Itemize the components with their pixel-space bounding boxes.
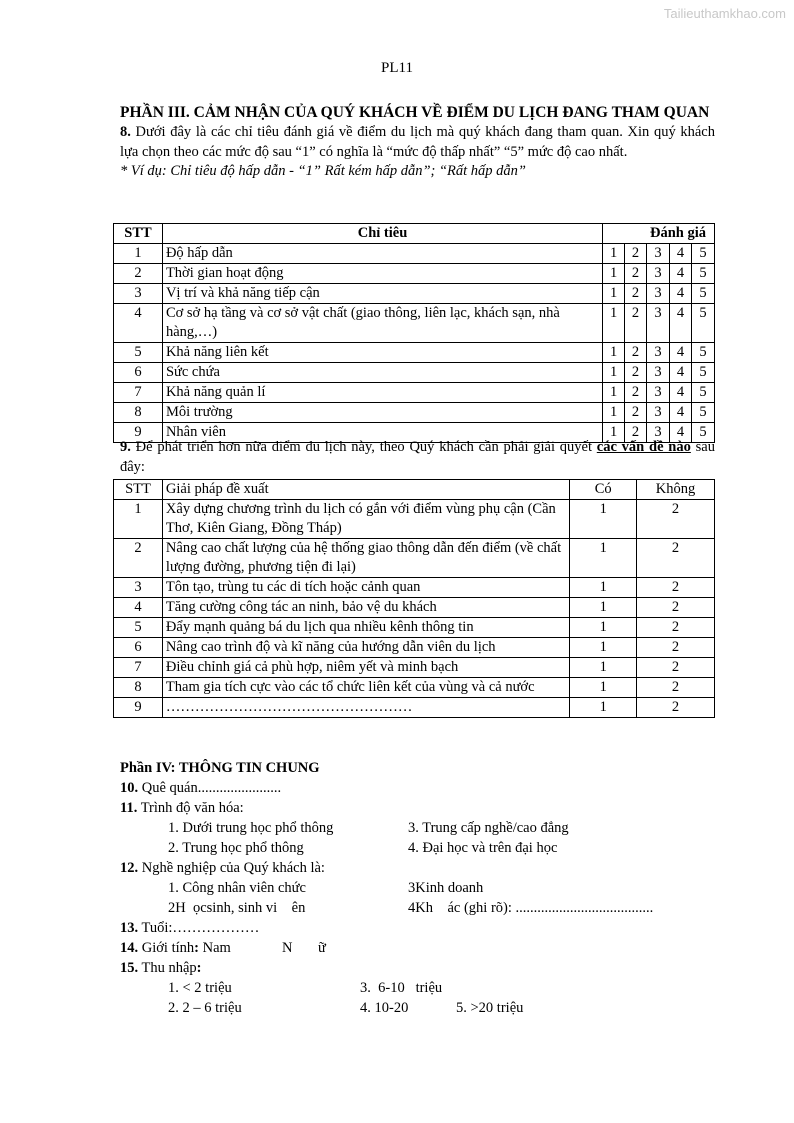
q11: 11. Trình độ văn hóa: bbox=[120, 800, 244, 816]
yes-option[interactable]: 1 bbox=[570, 638, 637, 658]
yes-option[interactable]: 1 bbox=[570, 698, 637, 718]
no-option[interactable]: 2 bbox=[637, 539, 715, 578]
row-stt: 5 bbox=[114, 618, 163, 638]
q15-option[interactable]: 2. 2 – 6 triệu bbox=[168, 1000, 242, 1016]
rating-option[interactable]: 1 bbox=[603, 383, 625, 403]
rating-option[interactable]: 5 bbox=[691, 383, 714, 403]
row-stt: 4 bbox=[114, 598, 163, 618]
rating-option[interactable]: 3 bbox=[647, 284, 670, 304]
part4-section bbox=[120, 758, 715, 1018]
rating-option[interactable]: 1 bbox=[603, 403, 625, 423]
row-solution: Tăng cường công tác an ninh, bảo vệ du khách bbox=[162, 598, 569, 618]
yes-option[interactable]: 1 bbox=[570, 658, 637, 678]
q11-option[interactable]: 3. Trung cấp nghề/cao đẳng bbox=[408, 820, 569, 836]
gender-male[interactable]: Nam bbox=[202, 940, 231, 956]
header-stt: STT bbox=[114, 224, 163, 244]
rating-option[interactable]: 3 bbox=[647, 363, 670, 383]
row-stt: 2 bbox=[114, 264, 163, 284]
header-solution: Giải pháp đề xuất bbox=[162, 480, 569, 500]
row-criteria: Độ hấp dẫn bbox=[162, 244, 602, 264]
page-label: PL11 bbox=[381, 60, 413, 76]
rating-option[interactable]: 4 bbox=[669, 264, 691, 284]
rating-option[interactable]: 5 bbox=[691, 304, 714, 343]
row-stt: 6 bbox=[114, 363, 163, 383]
rating-option[interactable]: 5 bbox=[691, 284, 714, 304]
row-stt: 9 bbox=[114, 423, 163, 443]
table-row bbox=[114, 343, 715, 363]
yes-option[interactable]: 1 bbox=[570, 539, 637, 578]
no-option[interactable]: 2 bbox=[637, 618, 715, 638]
rating-option[interactable]: 2 bbox=[625, 403, 647, 423]
q8-text: 8. Dưới đây là các chỉ tiêu đánh giá về điểm du lịch mà quý khách đang tham quan. Xin quý khách lựa chọn theo các mức độ sau “1” có nghĩa là “mức độ thấp nhất” “5” mức độ cao nhất. bbox=[120, 124, 715, 160]
rating-option[interactable]: 2 bbox=[625, 343, 647, 363]
q12-option[interactable]: 1. Công nhân viên chức bbox=[168, 880, 306, 896]
row-stt: 4 bbox=[114, 304, 163, 343]
no-option[interactable]: 2 bbox=[637, 638, 715, 658]
rating-option[interactable]: 5 bbox=[691, 343, 714, 363]
q10: 10. Quê quán....................... bbox=[120, 780, 282, 796]
table-row bbox=[114, 598, 715, 618]
rating-option[interactable]: 3 bbox=[647, 264, 670, 284]
table-row bbox=[114, 264, 715, 284]
table-row bbox=[114, 678, 715, 698]
rating-option[interactable]: 2 bbox=[625, 264, 647, 284]
row-criteria: Khả năng liên kết bbox=[162, 343, 602, 363]
no-option[interactable]: 2 bbox=[637, 578, 715, 598]
row-criteria: Sức chứa bbox=[162, 363, 602, 383]
rating-option[interactable]: 4 bbox=[669, 363, 691, 383]
no-option[interactable]: 2 bbox=[637, 500, 715, 539]
rating-option[interactable]: 4 bbox=[669, 304, 691, 343]
table-row bbox=[114, 658, 715, 678]
rating-option[interactable]: 5 bbox=[691, 363, 714, 383]
row-solution: Tôn tạo, trùng tu các di tích hoặc cảnh quan bbox=[162, 578, 569, 598]
part3-section bbox=[120, 102, 715, 182]
row-criteria: Khả năng quản lí bbox=[162, 383, 602, 403]
yes-option[interactable]: 1 bbox=[570, 578, 637, 598]
row-criteria: Vị trí và khả năng tiếp cận bbox=[162, 284, 602, 304]
no-option[interactable]: 2 bbox=[637, 598, 715, 618]
table-row bbox=[114, 500, 715, 539]
yes-option[interactable]: 1 bbox=[570, 618, 637, 638]
row-solution: Nâng cao chất lượng của hệ thống giao thông dẫn đến điểm (về chất lượng đường, phương tiện đi lại) bbox=[162, 539, 569, 578]
row-stt: 8 bbox=[114, 403, 163, 423]
q11-option[interactable]: 4. Đại học và trên đại học bbox=[408, 840, 558, 856]
header-rating: Đánh giá bbox=[603, 224, 715, 244]
gender-female[interactable]: N bbox=[282, 940, 293, 956]
row-solution: Tham gia tích cực vào các tổ chức liên kết của vùng và cả nước bbox=[162, 678, 569, 698]
rating-option[interactable]: 5 bbox=[691, 264, 714, 284]
row-stt: 3 bbox=[114, 578, 163, 598]
rating-option[interactable]: 4 bbox=[669, 423, 691, 443]
q15-option[interactable]: 1. < 2 triệu bbox=[168, 980, 232, 996]
rating-option[interactable]: 4 bbox=[669, 284, 691, 304]
rating-option[interactable]: 3 bbox=[647, 304, 670, 343]
row-criteria: Thời gian hoạt động bbox=[162, 264, 602, 284]
row-solution: Điều chỉnh giá cả phù hợp, niêm yết và minh bạch bbox=[162, 658, 569, 678]
row-stt: 3 bbox=[114, 284, 163, 304]
table-row bbox=[114, 304, 715, 343]
table-row bbox=[114, 363, 715, 383]
q14: 14. Giới tính: Nam N ữ bbox=[120, 940, 326, 956]
rating-option[interactable]: 2 bbox=[625, 304, 647, 343]
q11-option[interactable]: 2. Trung học phổ thông bbox=[168, 840, 304, 856]
row-criteria: Môi trường bbox=[162, 403, 602, 423]
part4-title: Phần IV: THÔNG TIN CHUNG bbox=[120, 760, 320, 776]
row-stt: 2 bbox=[114, 539, 163, 578]
row-solution: Xây dựng chương trình du lịch có gắn với điểm vùng phụ cận (Cần Thơ, Kiên Giang, Đồng Tháp) bbox=[162, 500, 569, 539]
table-row bbox=[114, 383, 715, 403]
table-row bbox=[114, 284, 715, 304]
solutions-table bbox=[113, 479, 715, 718]
row-stt: 8 bbox=[114, 678, 163, 698]
rating-table bbox=[113, 223, 715, 443]
rating-option[interactable]: 5 bbox=[691, 244, 714, 264]
rating-option[interactable]: 1 bbox=[603, 304, 625, 343]
yes-option[interactable]: 1 bbox=[570, 678, 637, 698]
q8-example: * Ví dụ: Chỉ tiêu độ hấp dẫn - “1” Rất kém hấp dẫn”; “Rất hấp dẫn” bbox=[120, 163, 526, 179]
q15-option[interactable]: 3. 6-10 triệu bbox=[360, 980, 443, 996]
part3-title: PHẦN III. CẢM NHẬN CỦA QUÝ KHÁCH VỀ ĐIỂM DU LỊCH ĐANG THAM QUAN bbox=[120, 104, 710, 121]
row-stt: 1 bbox=[114, 500, 163, 539]
table-header-row bbox=[114, 224, 715, 244]
rating-option[interactable]: 1 bbox=[603, 423, 625, 443]
rating-option[interactable]: 1 bbox=[603, 264, 625, 284]
table-row bbox=[114, 403, 715, 423]
table-row bbox=[114, 698, 715, 718]
row-criteria: Nhân viên bbox=[162, 423, 602, 443]
rating-option[interactable]: 5 bbox=[691, 423, 714, 443]
row-stt: 9 bbox=[114, 698, 163, 718]
row-stt: 1 bbox=[114, 244, 163, 264]
q9-text: 9. Để phát triển hơn nữa điểm du lịch này, theo Quý khách cần phải giải quyết các vấn đề nào sau đây: bbox=[120, 439, 715, 475]
header-no: Không bbox=[637, 480, 715, 500]
rating-option[interactable]: 2 bbox=[625, 284, 647, 304]
rating-option[interactable]: 3 bbox=[647, 343, 670, 363]
table-row bbox=[114, 539, 715, 578]
rating-option[interactable]: 3 bbox=[647, 244, 670, 264]
watermark: Tailieuthamkhao.com bbox=[663, 6, 786, 21]
rating-option[interactable]: 5 bbox=[691, 403, 714, 423]
rating-option[interactable]: 1 bbox=[603, 284, 625, 304]
table-row bbox=[114, 244, 715, 264]
row-solution: Đẩy mạnh quảng bá du lịch qua nhiều kênh thông tin bbox=[162, 618, 569, 638]
rating-option[interactable]: 4 bbox=[669, 343, 691, 363]
row-stt: 6 bbox=[114, 638, 163, 658]
rating-option[interactable]: 1 bbox=[603, 363, 625, 383]
q12-option[interactable]: 3Kinh doanh bbox=[408, 880, 484, 896]
header-stt: STT bbox=[114, 480, 163, 500]
q12-option[interactable]: 4Kh ác (ghi rõ): ...................................... bbox=[408, 900, 654, 916]
rating-option[interactable]: 2 bbox=[625, 383, 647, 403]
table-row bbox=[114, 618, 715, 638]
rating-option[interactable]: 2 bbox=[625, 363, 647, 383]
row-stt: 5 bbox=[114, 343, 163, 363]
row-stt: 7 bbox=[114, 658, 163, 678]
row-criteria: Cơ sở hạ tầng và cơ sở vật chất (giao thông, liên lạc, khách sạn, nhà hàng,…) bbox=[162, 304, 602, 343]
header-criteria: Chỉ tiêu bbox=[162, 224, 602, 244]
q13: 13. Tuổi:……………… bbox=[120, 920, 260, 936]
rating-option[interactable]: 3 bbox=[647, 403, 670, 423]
q12-option[interactable]: 2H ọcsinh, sinh vi ên bbox=[168, 900, 306, 916]
rating-option[interactable]: 3 bbox=[647, 423, 670, 443]
table-row bbox=[114, 578, 715, 598]
header-yes: Có bbox=[570, 480, 637, 500]
no-option[interactable]: 2 bbox=[637, 698, 715, 718]
rating-option[interactable]: 1 bbox=[603, 244, 625, 264]
table-header-row bbox=[114, 480, 715, 500]
row-solution: …………………………………………… bbox=[162, 698, 569, 718]
yes-option[interactable]: 1 bbox=[570, 598, 637, 618]
q15-option[interactable]: 5. >20 triệu bbox=[456, 1000, 524, 1016]
yes-option[interactable]: 1 bbox=[570, 500, 637, 539]
q15-option[interactable]: 4. 10-20 bbox=[360, 1000, 409, 1016]
rating-option[interactable]: 4 bbox=[669, 383, 691, 403]
rating-option[interactable]: 4 bbox=[669, 403, 691, 423]
row-stt: 7 bbox=[114, 383, 163, 403]
rating-option[interactable]: 4 bbox=[669, 244, 691, 264]
table-row bbox=[114, 638, 715, 658]
row-solution: Nâng cao trình độ và kĩ năng của hướng dẫn viên du lịch bbox=[162, 638, 569, 658]
rating-option[interactable]: 2 bbox=[625, 244, 647, 264]
rating-option[interactable]: 2 bbox=[625, 423, 647, 443]
q12: 12. Nghề nghiệp của Quý khách là: bbox=[120, 860, 325, 876]
rating-option[interactable]: 1 bbox=[603, 343, 625, 363]
no-option[interactable]: 2 bbox=[637, 658, 715, 678]
no-option[interactable]: 2 bbox=[637, 678, 715, 698]
q11-option[interactable]: 1. Dưới trung học phổ thông bbox=[168, 820, 334, 836]
q15: 15. Thu nhập: bbox=[120, 960, 202, 976]
rating-option[interactable]: 3 bbox=[647, 383, 670, 403]
